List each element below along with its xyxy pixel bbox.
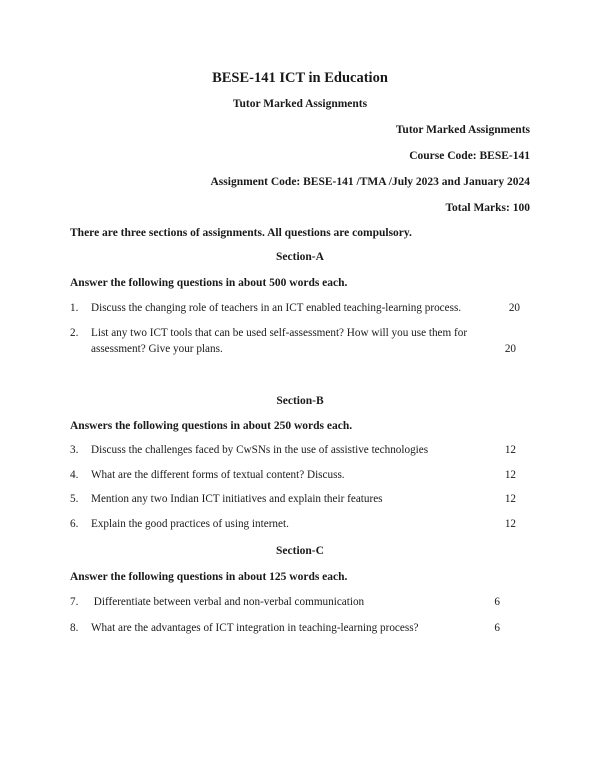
question-marks: 12 [504, 493, 516, 505]
question-item [70, 469, 516, 485]
question-item [70, 302, 520, 318]
section-c-instruction: Answer the following questions in about 125 words each. [70, 571, 348, 583]
question-marks: 20 [508, 302, 520, 314]
section-a-instruction: Answer the following questions in about 500 words each. [70, 277, 348, 289]
question-number: 8. [70, 622, 79, 634]
question-number: 1. [70, 302, 79, 314]
question-item [70, 327, 516, 359]
question-number: 5. [70, 493, 79, 505]
question-item [70, 444, 516, 460]
question-item [70, 493, 516, 509]
question-text: What are the different forms of textual content? Discuss. [91, 469, 345, 481]
document-subtitle: Tutor Marked Assignments [232, 98, 368, 110]
section-a-title: Section-A [276, 251, 324, 263]
question-item [70, 518, 516, 534]
question-marks: 12 [504, 444, 516, 456]
question-item [70, 622, 510, 638]
question-marks: 12 [504, 518, 516, 530]
question-marks: 6 [494, 596, 500, 608]
question-text: Discuss the challenges faced by CwSNs in the use of assistive technologies [91, 444, 429, 456]
question-text: Discuss the changing role of teachers in an ICT enabled teaching-learning process. [91, 302, 462, 314]
question-text: List any two ICT tools that can be used self-assessment? How will you use them for [91, 327, 468, 339]
intro-text: There are three sections of assignments. All questions are compulsory. [70, 227, 412, 239]
question-item [70, 596, 510, 612]
question-text: Differentiate between verbal and non-verbal communication [91, 596, 365, 608]
question-text: What are the advantages of ICT integration in teaching-learning process? [91, 622, 419, 634]
question-text: Explain the good practices of using internet. [91, 518, 289, 530]
question-marks: 6 [494, 622, 500, 634]
question-number: 7. [70, 596, 79, 608]
question-text: Mention any two Indian ICT initiatives and explain their features [91, 493, 383, 505]
question-number: 6. [70, 518, 79, 530]
document-title: BESE-141 ICT in Education [212, 70, 388, 86]
total-marks: Total Marks: 100 [445, 202, 530, 214]
section-b-title: Section-B [276, 395, 324, 407]
question-number: 4. [70, 469, 79, 481]
tma-label: Tutor Marked Assignments [395, 124, 530, 136]
question-text-continued: assessment? Give your plans. [91, 343, 223, 355]
question-number: 2. [70, 327, 79, 339]
course-code: Course Code: BESE-141 [409, 150, 530, 162]
section-c-title: Section-C [276, 545, 324, 557]
question-marks: 20 [504, 343, 516, 355]
section-b-instruction: Answers the following questions in about 250 words each. [70, 420, 353, 432]
question-number: 3. [70, 444, 79, 456]
question-marks: 12 [504, 469, 516, 481]
assignment-code: Assignment Code: BESE-141 /TMA /July 2023 and January 2024 [210, 176, 530, 188]
